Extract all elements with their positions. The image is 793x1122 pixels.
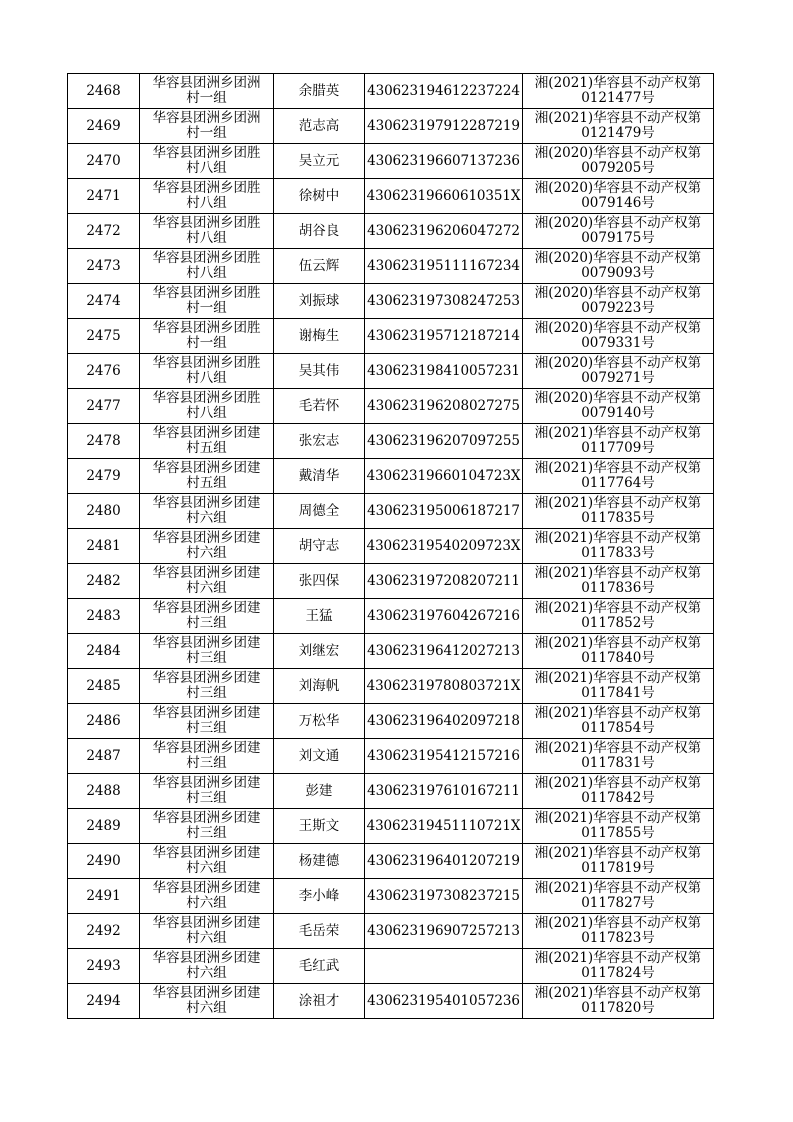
table-row (68, 669, 714, 704)
location-line-1: 华容县团洲乡团建 (152, 600, 261, 616)
row-number-cell: 2494 (68, 984, 140, 1019)
table-row (68, 739, 714, 774)
location-line-1: 华容县团洲乡团洲 (152, 75, 261, 91)
certificate-line-1: 湘(2021)华容县不动产权第 (534, 565, 702, 581)
certificate-line-1: 湘(2020)华容县不动产权第 (534, 285, 702, 301)
owner-name-cell: 涂祖才 (274, 984, 365, 1019)
id-number-cell: 43062319660610351X (365, 179, 523, 214)
certificate-line-2: 0117836号 (581, 580, 655, 596)
certificate-line-2: 0117841号 (581, 685, 655, 701)
id-number-cell: 430623197208207211 (365, 564, 523, 599)
location-cell (140, 809, 274, 844)
location-line-1: 华容县团洲乡团建 (152, 740, 261, 756)
owner-name-cell: 李小峰 (274, 879, 365, 914)
row-number-cell: 2493 (68, 949, 140, 984)
location-line-1: 华容县团洲乡团建 (152, 950, 261, 966)
certificate-line-2: 0079093号 (581, 265, 655, 281)
location-line-1: 华容县团洲乡团胜 (152, 180, 261, 196)
location-line-2: 村八组 (186, 195, 227, 211)
owner-name-cell: 胡守志 (274, 529, 365, 564)
certificate-cell (523, 809, 714, 844)
certificate-line-2: 0117852号 (581, 615, 655, 631)
certificate-line-1: 湘(2021)华容县不动产权第 (534, 705, 702, 721)
id-number-cell: 430623197610167211 (365, 774, 523, 809)
id-number-cell: 430623196907257213 (365, 914, 523, 949)
table-row (68, 389, 714, 424)
location-cell (140, 214, 274, 249)
location-line-2: 村一组 (186, 90, 227, 106)
owner-name-cell: 余腊英 (274, 74, 365, 109)
certificate-line-1: 湘(2021)华容县不动产权第 (534, 530, 702, 546)
table-row (68, 599, 714, 634)
certificate-cell (523, 284, 714, 319)
location-line-1: 华容县团洲乡团建 (152, 460, 261, 476)
location-line-2: 村六组 (186, 895, 227, 911)
location-cell (140, 284, 274, 319)
row-number-cell: 2473 (68, 249, 140, 284)
certificate-cell (523, 214, 714, 249)
certificate-cell (523, 74, 714, 109)
row-number-cell: 2476 (68, 354, 140, 389)
location-cell (140, 319, 274, 354)
id-number-cell: 430623197912287219 (365, 109, 523, 144)
location-cell (140, 879, 274, 914)
row-number-cell: 2484 (68, 634, 140, 669)
location-line-1: 华容县团洲乡团建 (152, 425, 261, 441)
certificate-line-1: 湘(2021)华容县不动产权第 (534, 425, 702, 441)
location-line-2: 村三组 (186, 790, 227, 806)
table-row (68, 704, 714, 739)
certificate-line-1: 湘(2021)华容县不动产权第 (534, 740, 702, 756)
location-cell (140, 459, 274, 494)
location-line-1: 华容县团洲乡团胜 (152, 145, 261, 161)
owner-name-cell: 徐树中 (274, 179, 365, 214)
id-number-cell: 430623197308247253 (365, 284, 523, 319)
certificate-line-1: 湘(2021)华容县不动产权第 (534, 810, 702, 826)
certificate-line-1: 湘(2020)华容县不动产权第 (534, 250, 702, 266)
owner-name-cell: 彭建 (274, 774, 365, 809)
certificate-line-2: 0117840号 (581, 650, 655, 666)
row-number-cell: 2480 (68, 494, 140, 529)
certificate-cell (523, 984, 714, 1019)
id-number-cell (365, 949, 523, 984)
id-number-cell: 430623196208027275 (365, 389, 523, 424)
location-cell (140, 529, 274, 564)
location-line-2: 村五组 (186, 475, 227, 491)
row-number-cell: 2477 (68, 389, 140, 424)
location-cell (140, 599, 274, 634)
id-number-cell: 430623195412157216 (365, 739, 523, 774)
id-number-cell: 430623196207097255 (365, 424, 523, 459)
certificate-line-2: 0117709号 (581, 440, 655, 456)
row-number-cell: 2471 (68, 179, 140, 214)
location-line-1: 华容县团洲乡团建 (152, 775, 261, 791)
owner-name-cell: 刘海帆 (274, 669, 365, 704)
property-registry-table (67, 73, 714, 1019)
certificate-cell (523, 914, 714, 949)
location-line-1: 华容县团洲乡团建 (152, 565, 261, 581)
row-number-cell: 2492 (68, 914, 140, 949)
certificate-line-1: 湘(2021)华容县不动产权第 (534, 75, 702, 91)
certificate-line-2: 0079223号 (581, 300, 655, 316)
location-cell (140, 634, 274, 669)
owner-name-cell: 毛岳荣 (274, 914, 365, 949)
certificate-line-2: 0079140号 (581, 405, 655, 421)
id-number-cell: 430623197308237215 (365, 879, 523, 914)
row-number-cell: 2469 (68, 109, 140, 144)
table-row (68, 74, 714, 109)
id-number-cell: 430623196412027213 (365, 634, 523, 669)
certificate-line-1: 湘(2020)华容县不动产权第 (534, 390, 702, 406)
location-line-2: 村六组 (186, 510, 227, 526)
row-number-cell: 2491 (68, 879, 140, 914)
certificate-line-1: 湘(2021)华容县不动产权第 (534, 495, 702, 511)
owner-name-cell: 王斯文 (274, 809, 365, 844)
owner-name-cell: 吴其伟 (274, 354, 365, 389)
location-line-1: 华容县团洲乡团建 (152, 495, 261, 511)
owner-name-cell: 杨建德 (274, 844, 365, 879)
id-number-cell: 430623195712187214 (365, 319, 523, 354)
id-number-cell: 43062319780803721X (365, 669, 523, 704)
id-number-cell: 430623196206047272 (365, 214, 523, 249)
id-number-cell: 430623195006187217 (365, 494, 523, 529)
id-number-cell: 430623197604267216 (365, 599, 523, 634)
location-line-1: 华容县团洲乡团建 (152, 810, 261, 826)
certificate-line-2: 0117842号 (581, 790, 655, 806)
certificate-cell (523, 109, 714, 144)
certificate-line-1: 湘(2021)华容县不动产权第 (534, 110, 702, 126)
certificate-line-2: 0121479号 (581, 125, 655, 141)
location-line-2: 村六组 (186, 860, 227, 876)
location-line-2: 村一组 (186, 335, 227, 351)
certificate-line-2: 0079271号 (581, 370, 655, 386)
location-cell (140, 704, 274, 739)
owner-name-cell: 范志高 (274, 109, 365, 144)
certificate-line-2: 0117835号 (581, 510, 655, 526)
certificate-line-1: 湘(2020)华容县不动产权第 (534, 320, 702, 336)
location-line-2: 村八组 (186, 230, 227, 246)
certificate-line-1: 湘(2020)华容县不动产权第 (534, 355, 702, 371)
location-line-2: 村一组 (186, 125, 227, 141)
row-number-cell: 2479 (68, 459, 140, 494)
table-body (68, 74, 714, 1019)
certificate-line-1: 湘(2020)华容县不动产权第 (534, 215, 702, 231)
location-line-2: 村五组 (186, 440, 227, 456)
location-line-1: 华容县团洲乡团建 (152, 705, 261, 721)
location-cell (140, 949, 274, 984)
owner-name-cell: 刘文通 (274, 739, 365, 774)
table-row (68, 634, 714, 669)
owner-name-cell: 张宏志 (274, 424, 365, 459)
id-number-cell: 430623194612237224 (365, 74, 523, 109)
location-cell (140, 389, 274, 424)
location-line-2: 村三组 (186, 615, 227, 631)
owner-name-cell: 周德全 (274, 494, 365, 529)
owner-name-cell: 吴立元 (274, 144, 365, 179)
location-cell (140, 739, 274, 774)
location-line-1: 华容县团洲乡团胜 (152, 250, 261, 266)
owner-name-cell: 胡谷良 (274, 214, 365, 249)
table-row (68, 109, 714, 144)
id-number-cell: 430623196607137236 (365, 144, 523, 179)
certificate-line-2: 0117831号 (581, 755, 655, 771)
location-line-1: 华容县团洲乡团胜 (152, 285, 261, 301)
row-number-cell: 2483 (68, 599, 140, 634)
table-row (68, 879, 714, 914)
location-cell (140, 914, 274, 949)
certificate-line-2: 0117827号 (581, 895, 655, 911)
location-line-1: 华容县团洲乡团胜 (152, 390, 261, 406)
row-number-cell: 2486 (68, 704, 140, 739)
certificate-cell (523, 529, 714, 564)
certificate-line-2: 0079331号 (581, 335, 655, 351)
certificate-line-2: 0117855号 (581, 825, 655, 841)
certificate-line-1: 湘(2020)华容县不动产权第 (534, 180, 702, 196)
location-line-2: 村一组 (186, 300, 227, 316)
table-row (68, 774, 714, 809)
location-line-2: 村八组 (186, 405, 227, 421)
location-cell (140, 354, 274, 389)
certificate-line-1: 湘(2021)华容县不动产权第 (534, 915, 702, 931)
owner-name-cell: 戴清华 (274, 459, 365, 494)
row-number-cell: 2475 (68, 319, 140, 354)
table-row (68, 249, 714, 284)
id-number-cell: 430623196401207219 (365, 844, 523, 879)
certificate-cell (523, 249, 714, 284)
table-row (68, 984, 714, 1019)
certificate-line-2: 0079175号 (581, 230, 655, 246)
certificate-line-2: 0079146号 (581, 195, 655, 211)
certificate-line-1: 湘(2021)华容县不动产权第 (534, 600, 702, 616)
table-row (68, 179, 714, 214)
location-cell (140, 669, 274, 704)
table-row (68, 809, 714, 844)
location-cell (140, 74, 274, 109)
id-number-cell: 430623195111167234 (365, 249, 523, 284)
table-row (68, 949, 714, 984)
id-number-cell: 430623198410057231 (365, 354, 523, 389)
location-line-2: 村六组 (186, 545, 227, 561)
certificate-line-2: 0117819号 (581, 860, 655, 876)
location-cell (140, 179, 274, 214)
row-number-cell: 2485 (68, 669, 140, 704)
certificate-cell (523, 179, 714, 214)
certificate-line-1: 湘(2021)华容县不动产权第 (534, 985, 702, 1001)
row-number-cell: 2470 (68, 144, 140, 179)
certificate-line-2: 0117824号 (581, 965, 655, 981)
certificate-line-2: 0117854号 (581, 720, 655, 736)
certificate-line-2: 0117820号 (581, 1000, 655, 1016)
id-number-cell: 43062319660104723X (365, 459, 523, 494)
location-line-1: 华容县团洲乡团建 (152, 880, 261, 896)
certificate-line-1: 湘(2021)华容县不动产权第 (534, 950, 702, 966)
table-row (68, 424, 714, 459)
certificate-cell (523, 669, 714, 704)
location-line-2: 村三组 (186, 650, 227, 666)
row-number-cell: 2487 (68, 739, 140, 774)
location-cell (140, 494, 274, 529)
owner-name-cell: 毛红武 (274, 949, 365, 984)
row-number-cell: 2478 (68, 424, 140, 459)
owner-name-cell: 万松华 (274, 704, 365, 739)
location-cell (140, 144, 274, 179)
row-number-cell: 2472 (68, 214, 140, 249)
certificate-line-1: 湘(2021)华容县不动产权第 (534, 845, 702, 861)
certificate-cell (523, 494, 714, 529)
location-line-2: 村八组 (186, 160, 227, 176)
table-row (68, 459, 714, 494)
location-line-2: 村三组 (186, 685, 227, 701)
certificate-line-2: 0121477号 (581, 90, 655, 106)
table-row (68, 844, 714, 879)
location-line-1: 华容县团洲乡团胜 (152, 320, 261, 336)
location-line-1: 华容县团洲乡团洲 (152, 110, 261, 126)
location-line-2: 村六组 (186, 580, 227, 596)
location-line-2: 村八组 (186, 370, 227, 386)
table-row (68, 214, 714, 249)
location-line-2: 村六组 (186, 965, 227, 981)
location-cell (140, 424, 274, 459)
row-number-cell: 2488 (68, 774, 140, 809)
location-line-2: 村八组 (186, 265, 227, 281)
owner-name-cell: 伍云辉 (274, 249, 365, 284)
certificate-cell (523, 704, 714, 739)
location-cell (140, 564, 274, 599)
location-cell (140, 774, 274, 809)
certificate-line-1: 湘(2021)华容县不动产权第 (534, 670, 702, 686)
certificate-line-2: 0079205号 (581, 160, 655, 176)
certificate-cell (523, 599, 714, 634)
certificate-cell (523, 879, 714, 914)
row-number-cell: 2474 (68, 284, 140, 319)
owner-name-cell: 王猛 (274, 599, 365, 634)
id-number-cell: 430623196402097218 (365, 704, 523, 739)
certificate-cell (523, 739, 714, 774)
table-row (68, 564, 714, 599)
certificate-cell (523, 389, 714, 424)
location-line-1: 华容县团洲乡团建 (152, 915, 261, 931)
location-line-2: 村六组 (186, 1000, 227, 1016)
location-line-1: 华容县团洲乡团建 (152, 530, 261, 546)
location-cell (140, 984, 274, 1019)
certificate-cell (523, 319, 714, 354)
certificate-line-1: 湘(2021)华容县不动产权第 (534, 635, 702, 651)
location-line-1: 华容县团洲乡团胜 (152, 215, 261, 231)
certificate-cell (523, 144, 714, 179)
location-cell (140, 844, 274, 879)
table-row (68, 914, 714, 949)
row-number-cell: 2490 (68, 844, 140, 879)
certificate-cell (523, 424, 714, 459)
location-line-2: 村三组 (186, 720, 227, 736)
location-cell (140, 109, 274, 144)
certificate-cell (523, 774, 714, 809)
table-row (68, 284, 714, 319)
table-row (68, 144, 714, 179)
location-line-1: 华容县团洲乡团建 (152, 985, 261, 1001)
table-row (68, 319, 714, 354)
owner-name-cell: 刘继宏 (274, 634, 365, 669)
table-row (68, 354, 714, 389)
row-number-cell: 2489 (68, 809, 140, 844)
certificate-cell (523, 844, 714, 879)
certificate-cell (523, 634, 714, 669)
owner-name-cell: 谢梅生 (274, 319, 365, 354)
certificate-line-1: 湘(2021)华容县不动产权第 (534, 880, 702, 896)
owner-name-cell: 毛若怀 (274, 389, 365, 424)
certificate-cell (523, 949, 714, 984)
location-line-1: 华容县团洲乡团建 (152, 670, 261, 686)
id-number-cell: 43062319451110721X (365, 809, 523, 844)
id-number-cell: 43062319540209723X (365, 529, 523, 564)
row-number-cell: 2481 (68, 529, 140, 564)
certificate-line-1: 湘(2021)华容县不动产权第 (534, 460, 702, 476)
location-line-2: 村三组 (186, 825, 227, 841)
location-line-1: 华容县团洲乡团胜 (152, 355, 261, 371)
table-row (68, 529, 714, 564)
certificate-cell (523, 459, 714, 494)
id-number-cell: 430623195401057236 (365, 984, 523, 1019)
table-row (68, 494, 714, 529)
certificate-line-2: 0117823号 (581, 930, 655, 946)
certificate-cell (523, 354, 714, 389)
row-number-cell: 2468 (68, 74, 140, 109)
owner-name-cell: 张四保 (274, 564, 365, 599)
location-cell (140, 249, 274, 284)
certificate-line-2: 0117764号 (581, 475, 655, 491)
location-line-1: 华容县团洲乡团建 (152, 635, 261, 651)
location-line-2: 村六组 (186, 930, 227, 946)
certificate-cell (523, 564, 714, 599)
certificate-line-1: 湘(2020)华容县不动产权第 (534, 145, 702, 161)
certificate-line-1: 湘(2021)华容县不动产权第 (534, 775, 702, 791)
owner-name-cell: 刘振球 (274, 284, 365, 319)
location-line-1: 华容县团洲乡团建 (152, 845, 261, 861)
row-number-cell: 2482 (68, 564, 140, 599)
certificate-line-2: 0117833号 (581, 545, 655, 561)
location-line-2: 村三组 (186, 755, 227, 771)
